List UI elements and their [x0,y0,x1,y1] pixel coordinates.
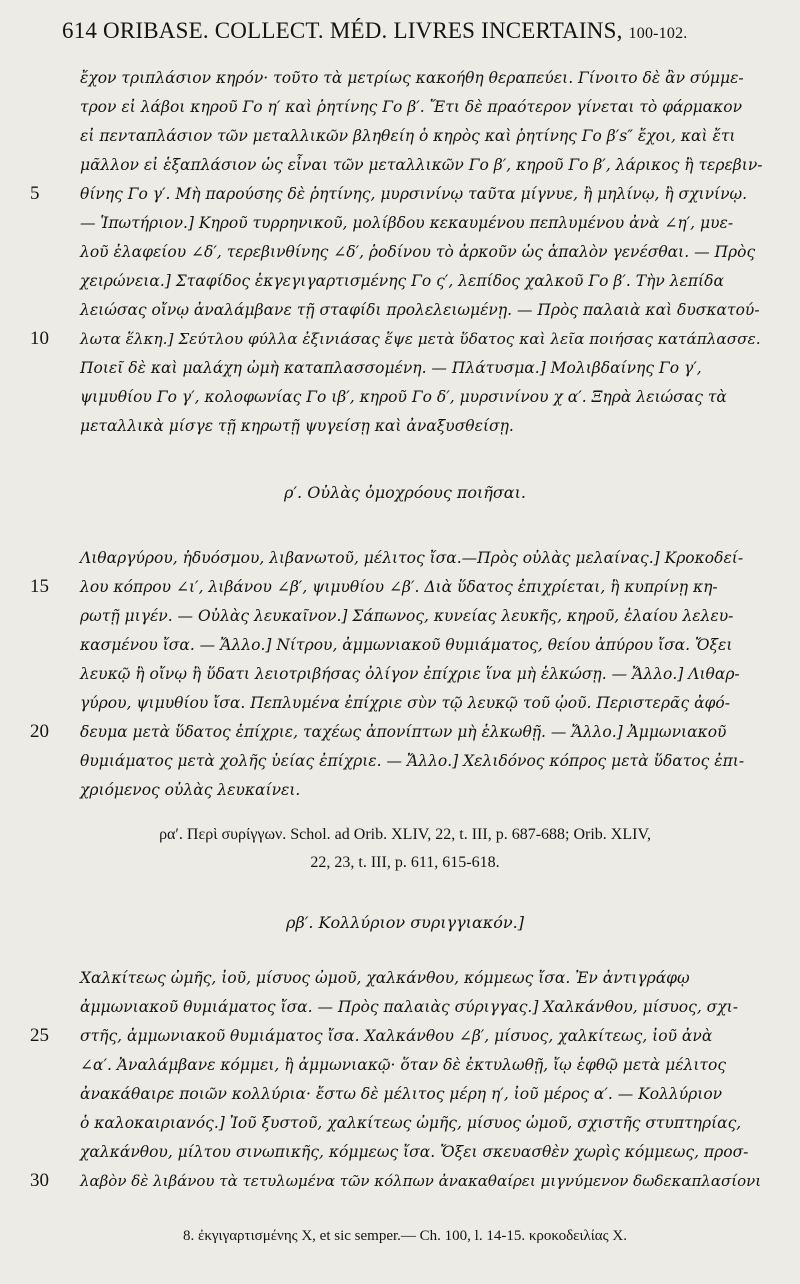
text-line: χειρώνεια.] Σταφίδος ἐκγεγιγαρτισμένης Γο ς′, λεπίδος χαλκοῦ Γο β′. Τὴν λεπίδα [80,272,724,290]
header-chapter-range: 100-102. [628,25,688,42]
text-line: Λιθαργύρου, ἡδυόσμου, λιβανωτοῦ, μέλιτος ἴσα.—Πρὸς οὐλὰς μελαίνας.] Κροκοδεί- [80,549,744,567]
header-title: 614 ORIBASE. COLLECT. MÉD. LIVRES INCERTAINS, [62,18,623,43]
text-line: στῆς, ἀμμωνιακοῦ θυμιάματος ἴσα. Χαλκάνθου ∠β′, μίσυος, χαλκίτεως, ἰοῦ ἀνὰ [80,1027,713,1045]
text-line: ἀμμωνιακοῦ θυμιάματος ἴσα. — Πρὸς παλαιὰς σύριγγας.] Χαλκάνθου, μίσυος, σχι- [80,998,738,1016]
text-line: λοῦ ἐλαφείου ∠δ′, τερεβινθίνης ∠δ′, ῥοδίνου τὸ ἀρκοῦν ὡς ἁπαλὸν γενέσθαι. — Πρὸς [80,243,756,261]
text-line: λου κόπρου ∠ι′, λιβάνου ∠β′, ψιμυθίου ∠β′. Διὰ ὕδατος ἐπιχρίεται, ἢ κυπρίνῃ κη- [80,578,718,596]
footnote: 8. ἐκγιγαρτισμένης X, et sic semper.— Ch. 100, l. 14-15. κροκοδειλίας X. [183,1228,627,1244]
text-line: λειώσας οἴνῳ ἀναλάμβανε τῇ σταφίδι προλελειωμένῃ. — Πρὸς παλαιὰ καὶ δυσκατού- [80,301,760,319]
text-line: ψιμυθίου Γο γ′, κολοφωνίας Γο ιβ′, κηροῦ Γο δ′, μυρσινίνου χ α′. Ξηρὰ λειώσας τὰ [80,388,727,406]
text-line: λαβὸν δὲ λιβάνου τὰ τετυλωμένα τῶν κόλπων ἀνακαθαίρει μιγνύμενον δωδεκαπλασίονι [80,1172,762,1190]
text-line: μᾶλλον εἰ ἑξαπλάσιον ὡς εἶναι τῶν μεταλλικῶν Γο β′, κηροῦ Γο β′, λάρικος ἢ τερεβιν- [80,156,763,174]
text-line: θυμιάματος μετὰ χολῆς ὑείας ἐπίχριε. — Ἄλλο.] Χελιδόνος κόπρος μετὰ ὕδατος ἐπι- [80,752,745,770]
line-number: 5 [30,183,40,204]
text-line: Χαλκίτεως ὠμῆς, ἰοῦ, μίσυος ὠμοῦ, χαλκάνθου, κόμμεως ἴσα. Ἐν ἀντιγράφῳ [80,969,690,987]
line-number: 15 [30,576,49,597]
text-line: ἔχον τριπλάσιον κηρόν· τοῦτο τὰ μετρίως κακοήθη θεραπεύει. Γίνοιτο δὲ ἂν σύμμε- [80,69,744,87]
section-heading: ρ′. Οὐλὰς ὁμοχρόους ποιῆσαι. [284,483,526,502]
text-line: ∠α′. Ἀναλάμβανε κόμμει, ἢ ἀμμωνιακῷ· ὅταν δὲ ἐκτυλωθῇ, ἴῳ ἑφθῷ μετὰ μέλιτος [80,1056,727,1074]
text-line: θίνης Γο γ′. Μὴ παρούσης δὲ ῥητίνης, μυρσινίνῳ ταῦτα μίγνυε, ἢ μηλίνῳ, ἢ σχινίνῳ. [80,185,748,203]
text-line: ὁ καλοκαιριανός.] Ἰοῦ ξυστοῦ, χαλκίτεως ὠμῆς, μίσυος ὠμοῦ, σχιστῆς στυπτηρίας, [80,1114,742,1132]
line-number: 10 [30,328,49,349]
line-number: 30 [30,1170,49,1191]
running-header [62,18,752,44]
text-line: χριόμενος οὐλὰς λευκαίνει. [80,781,301,799]
section-reference-cont: 22, 23, t. III, p. 611, 615-618. [310,854,500,871]
text-line: κασμένου ἴσα. — Ἄλλο.] Νίτρου, ἀμμωνιακοῦ θυμιάματος, θείου ἀπύρου ἴσα. Ὄξει [80,636,733,654]
text-line: δευμα μετὰ ὕδατος ἐπίχριε, ταχέως ἀπονίπτων μὴ ἑλκωθῇ. — Ἄλλο.] Ἀμμωνιακοῦ [80,723,727,741]
text-line: λωτα ἕλκη.] Σεύτλου φύλλα ἐξινιάσας ἕψε μετὰ ὕδατος καὶ λεῖα ποιήσας κατάπλασσε. [80,330,761,348]
section-reference: ρα′. Περὶ συρίγγων. Schol. ad Orib. XLIV, 22, t. III, p. 687-688; Orib. XLIV, [159,826,651,843]
text-line: ἀνακάθαιρε ποιῶν κολλύρια· ἔστω δὲ μέλιτος μέρη η′, ἰοῦ μέρος α′. — Κολλύριον [80,1085,723,1103]
text-line: μεταλλικὰ μίσγε τῇ κηρωτῇ ψυγείσῃ καὶ ἀναξυσθείσῃ. [80,417,514,435]
text-line: λευκῷ ἢ οἴνῳ ἢ ὕδατι λειοτριβήσας ὀλίγον ἐπίχριε ἵνα μὴ ἑλκώσῃ. — Ἄλλο.] Λιθαρ- [80,665,740,683]
text-line: Ποιεῖ δὲ καὶ μαλάχη ὠμὴ καταπλασσομένη. — Πλάτυσμα.] Μολιβδαίνης Γο γ′, [80,359,702,377]
text-line: ρωτῇ μιγέν. — Οὐλὰς λευκαῖνον.] Σάπωνος, κυνείας λευκῆς, κηροῦ, ἐλαίου λελευ- [80,607,734,625]
text-line: γύρου, ψιμυθίου ἴσα. Πεπλυμένα ἐπίχριε σὺν τῷ λευκῷ τοῦ ᾠοῦ. Περιστερᾶς ἀφό- [80,694,730,712]
text-line: χαλκάνθου, μίλτου σινωπικῆς, κόμμεως ἴσα. Ὄξει σκευασθὲν χωρὶς κόμμεως, προσ- [80,1143,749,1161]
text-line: τρον εἰ λάβοι κηροῦ Γο η′ καὶ ῥητίνης Γο β′. Ἔτι δὲ πραότερον γίνεται τὸ φάρμακον [80,98,743,116]
text-line: — Ἱπωτήριον.] Κηροῦ τυρρηνικοῦ, μολίβδου κεκαυμένου πεπλυμένου ἀνὰ ∠η′, μυε- [80,214,734,232]
text-line: εἰ πενταπλάσιον τῶν μεταλλικῶν βληθείη ὁ κηρὸς καὶ ῥητίνης Γο β′s″ ἔχοι, καὶ ἔτι [80,127,736,145]
line-number: 25 [30,1025,49,1046]
line-number: 20 [30,721,49,742]
section-heading: ρβ′. Κολλύριον συριγγιακόν.] [286,913,524,932]
